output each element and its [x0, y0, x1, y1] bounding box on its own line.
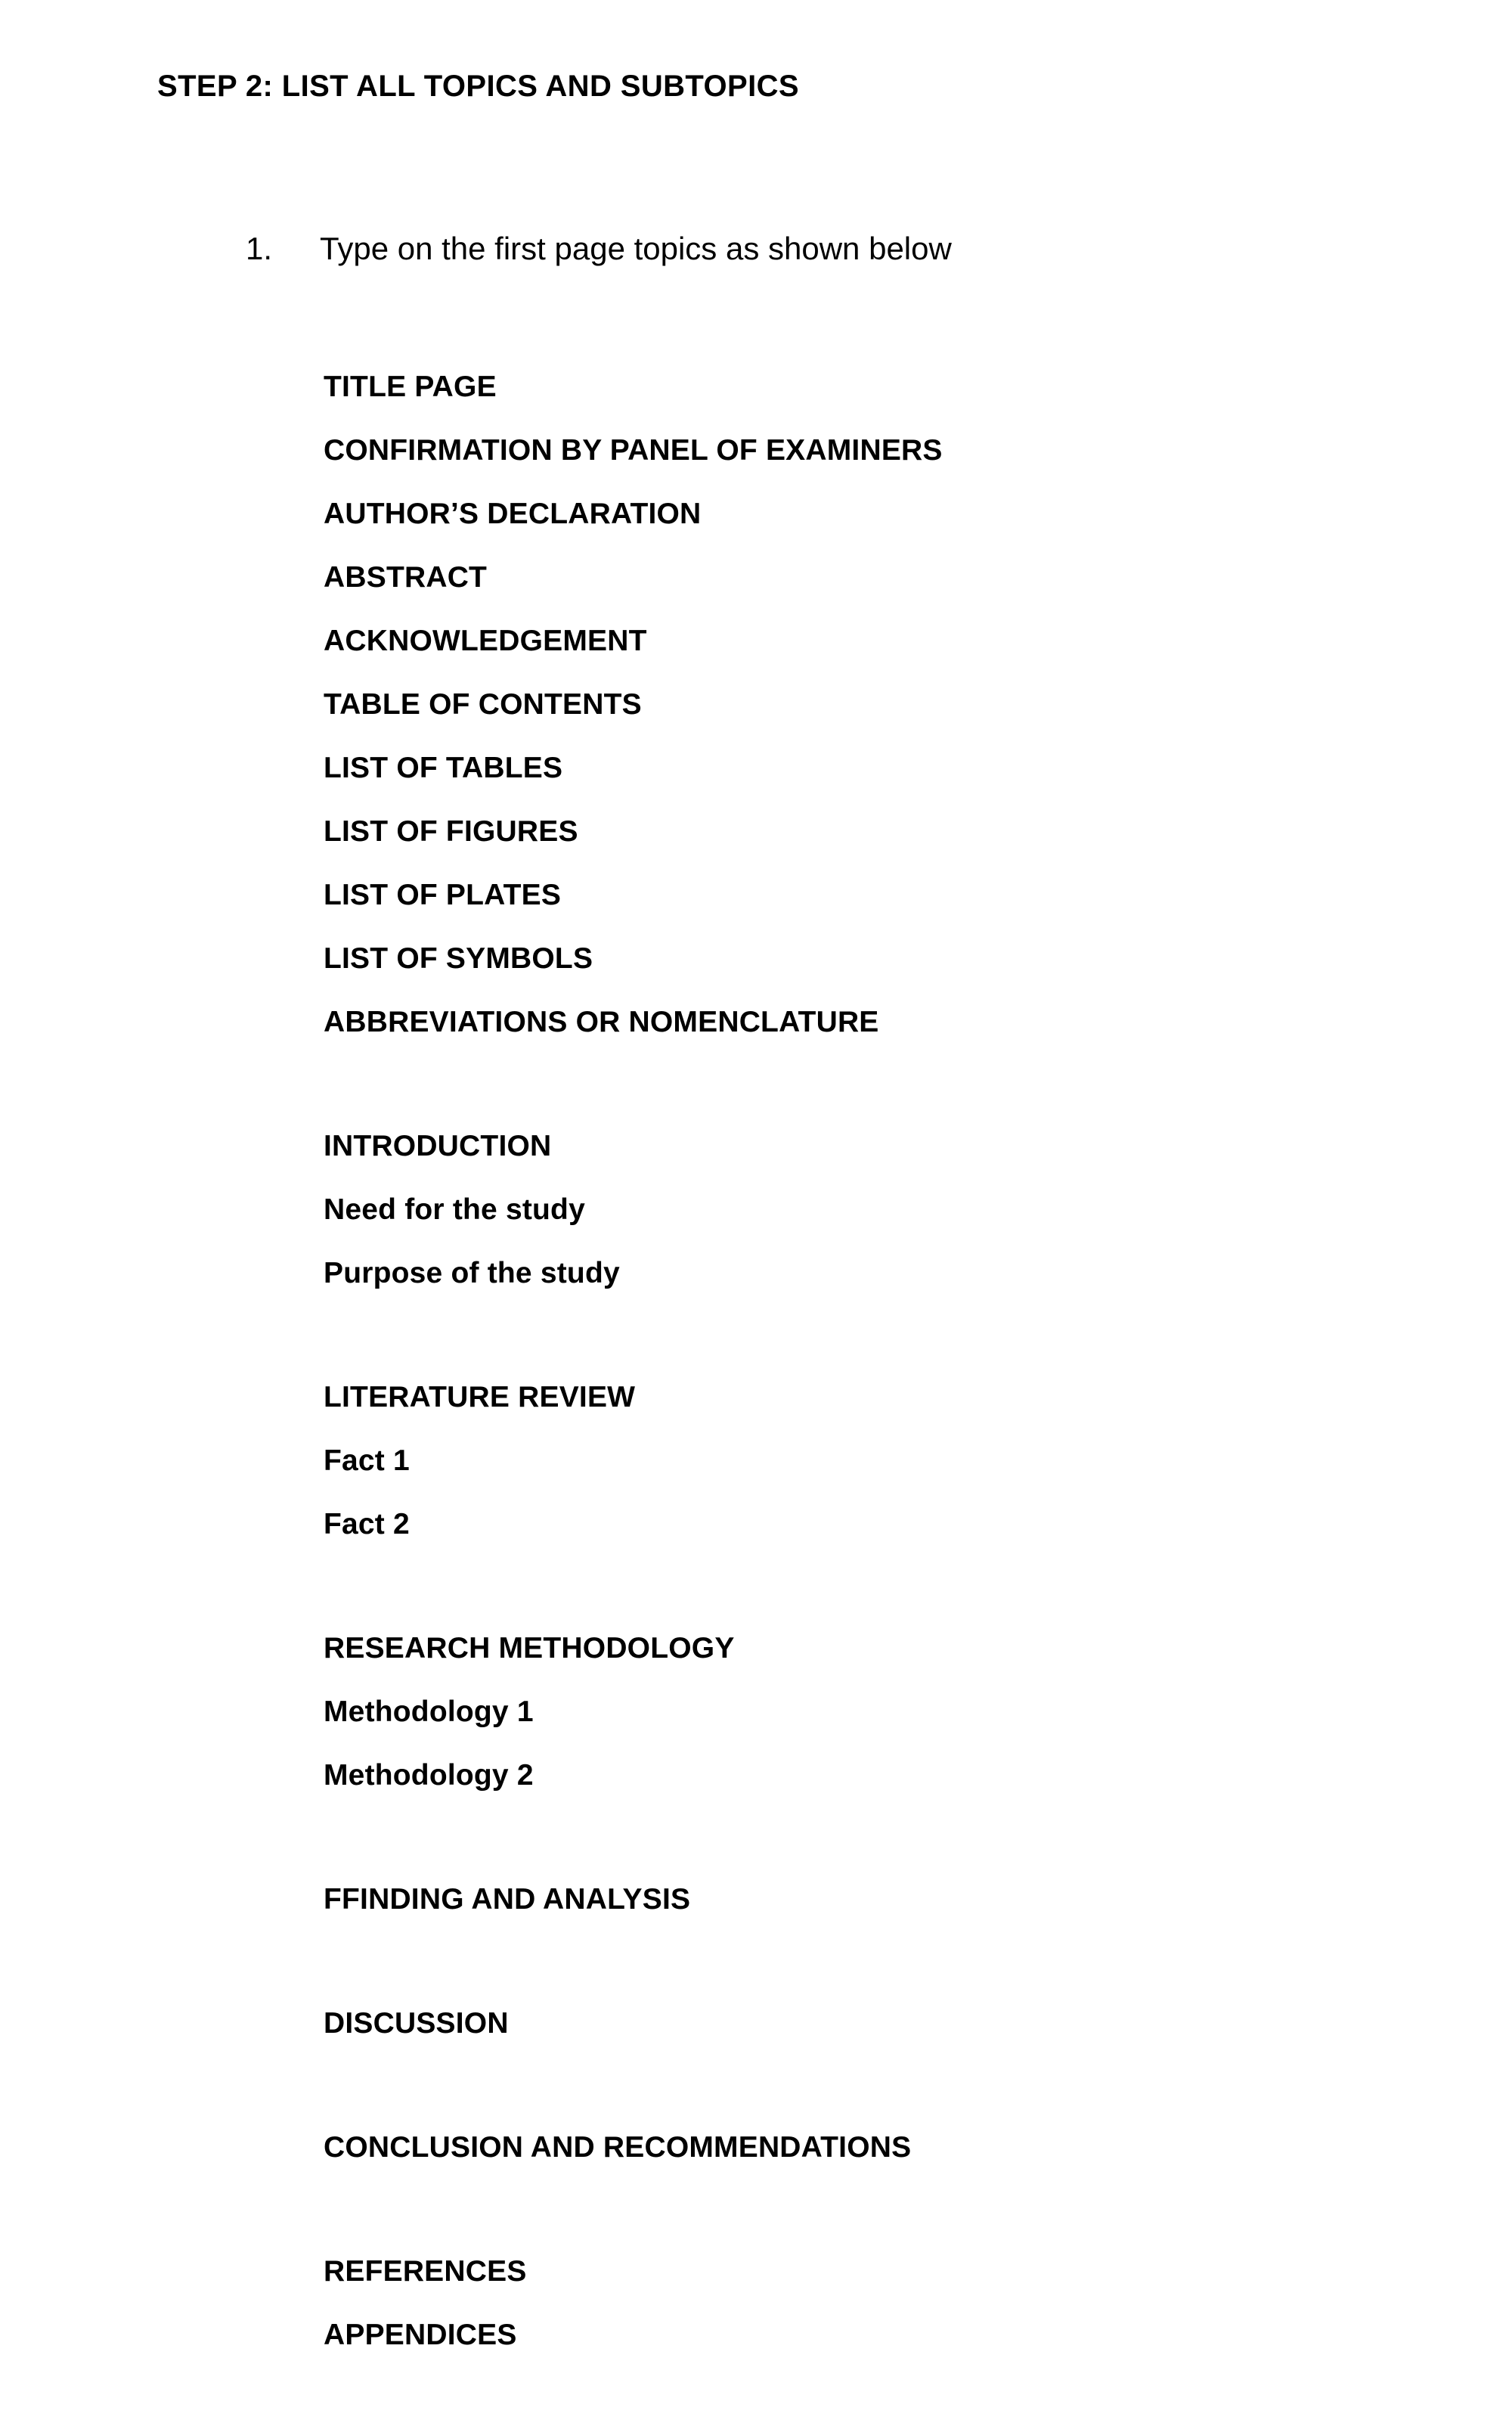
- topic-line: RESEARCH METHODOLOGY: [324, 1632, 735, 1664]
- topic-line: LIST OF TABLES: [324, 752, 563, 784]
- topic-line: FFINDING AND ANALYSIS: [324, 1883, 691, 1916]
- topic-line: Need for the study: [324, 1193, 585, 1226]
- topic-line: Purpose of the study: [324, 1257, 620, 1289]
- topic-line: CONFIRMATION BY PANEL OF EXAMINERS: [324, 434, 943, 467]
- topic-line: Fact 1: [324, 1444, 410, 1477]
- topic-line: REFERENCES: [324, 2255, 527, 2288]
- topic-line: ABSTRACT: [324, 561, 488, 594]
- topic-line: CONCLUSION AND RECOMMENDATIONS: [324, 2131, 912, 2164]
- topic-line: TITLE PAGE: [324, 371, 497, 403]
- instruction-number: 1.: [246, 231, 273, 266]
- topic-line: LIST OF SYMBOLS: [324, 942, 593, 975]
- topic-line: LITERATURE REVIEW: [324, 1381, 636, 1413]
- page-title: STEP 2: LIST ALL TOPICS AND SUBTOPICS: [157, 70, 799, 103]
- topic-line: INTRODUCTION: [324, 1130, 552, 1162]
- topic-line: ACKNOWLEDGEMENT: [324, 625, 647, 657]
- topic-list: [324, 355, 1382, 2367]
- instruction-list-item: [246, 231, 952, 267]
- topic-line: Methodology 2: [324, 1759, 534, 1792]
- topic-line: APPENDICES: [324, 2319, 517, 2351]
- topic-line: LIST OF FIGURES: [324, 815, 578, 848]
- topic-line: ABBREVIATIONS OR NOMENCLATURE: [324, 1006, 879, 1038]
- instruction-text: Type on the first page topics as shown below: [320, 231, 952, 266]
- topic-line: Fact 2: [324, 1508, 410, 1540]
- topic-line: LIST OF PLATES: [324, 879, 562, 911]
- topic-line: TABLE OF CONTENTS: [324, 688, 642, 721]
- topic-line: DISCUSSION: [324, 2007, 509, 2040]
- topic-line: AUTHOR’S DECLARATION: [324, 498, 702, 530]
- topic-line: Methodology 1: [324, 1695, 534, 1728]
